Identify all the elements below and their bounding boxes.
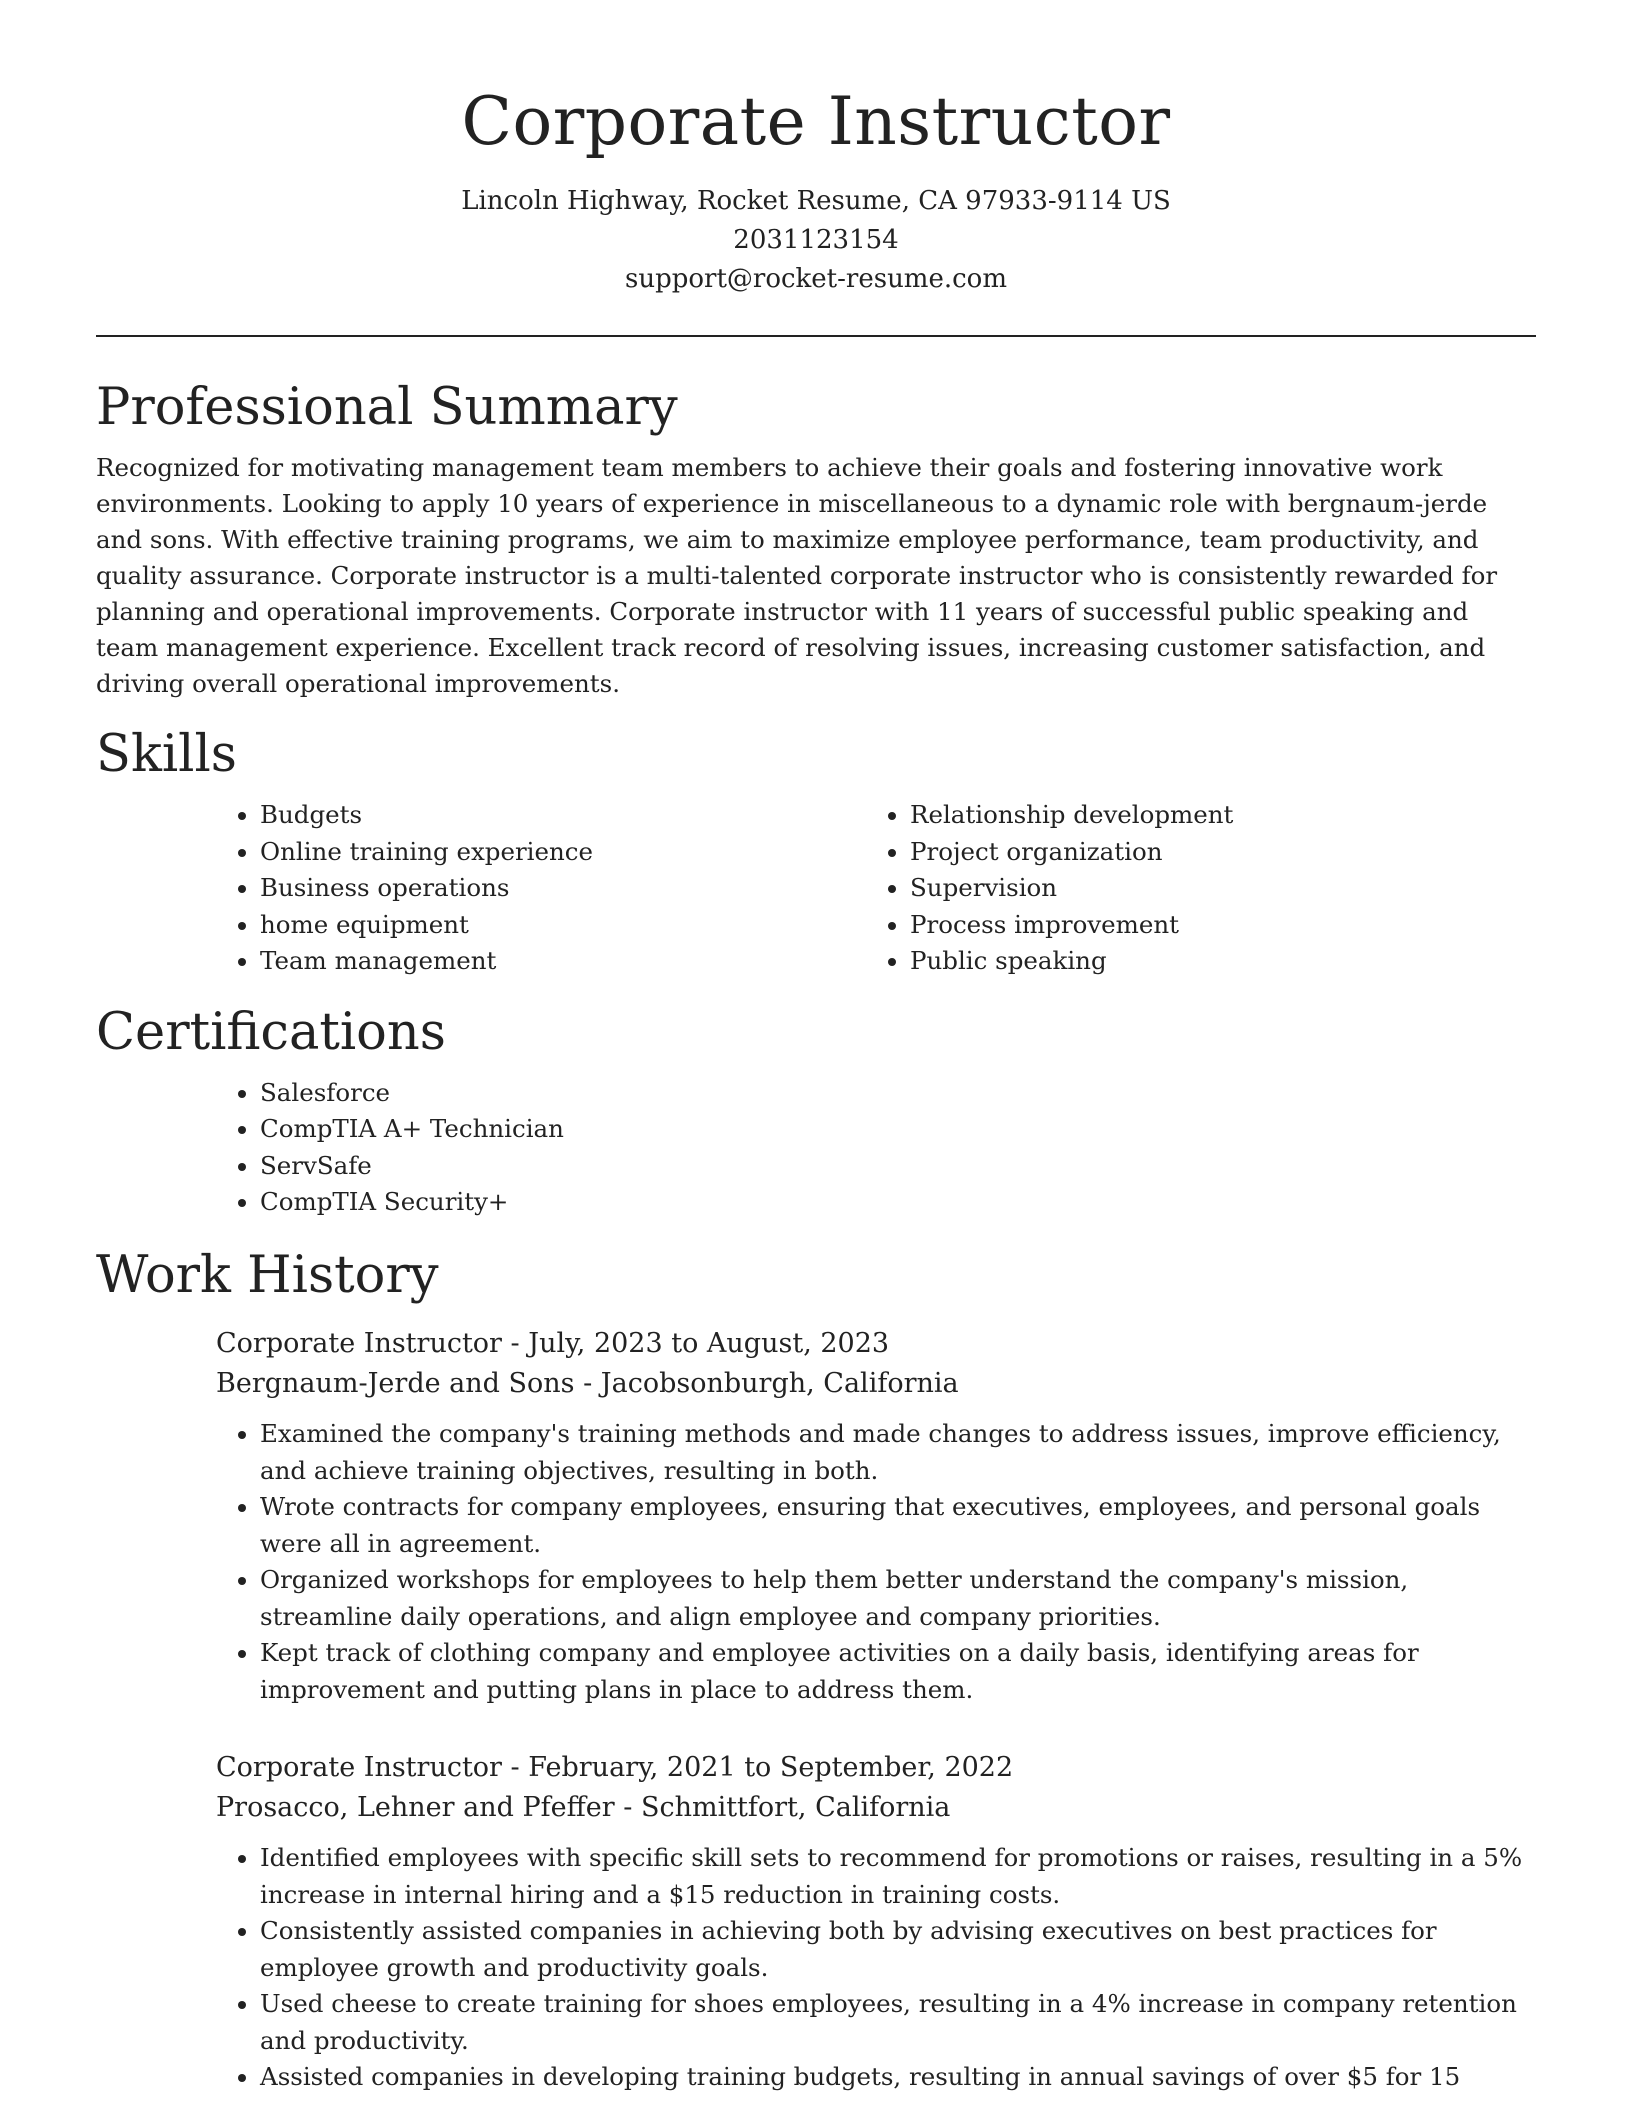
list-item: • home equipment [260,907,866,944]
contact-address: Lincoln Highway, Rocket Resume, CA 97933-9114 US [461,185,1171,216]
skills-list-left [216,797,866,980]
job-entry [216,1748,1536,2096]
job-title-line [216,1324,1536,1364]
job-bullet-list [216,1840,1536,2096]
list-item: • Project organization [910,834,1516,871]
list-item: • Assisted companies in developing training budgets, resulting in annual savings of over $5 for 15 [260,2059,1536,2096]
skills-column-left [216,797,866,980]
list-item: • Budgets [260,797,866,834]
summary-text: Recognized for motivating management team members to achieve their goals and fostering innovative work environments. Looking to apply 10 years of experience in miscellaneous to a dynamic role with bergnaum-jerde and sons. With effective training programs, we aim to maximize employee performance, team productivity, and quality assurance. Corporate instructor is a multi-talented corporate instructor who is consistently rewarded for planning and operational improvements. Corporate instructor with 11 years of successful public speaking and team management experience. Excellent track record of resolving issues, increasing customer satisfaction, and driving overall operational improvements. [96,453,1498,699]
list-item: • CompTIA A+ Technician [260,1111,1536,1148]
certifications-body [216,1075,1536,1221]
skills-list-right [866,797,1516,980]
job-title: Corporate Instructor [216,1752,502,1784]
list-item: • Supervision [910,870,1516,907]
list-item: • Kept track of clothing company and employee activities on a daily basis, identifying areas for improvement and putting plans in place to address them. [260,1635,1536,1708]
list-item: • Online training experience [260,834,866,871]
list-item: • Public speaking [910,943,1516,980]
list-item: • Identified employees with specific skill sets to recommend for promotions or raises, resulting in a 5% increase in internal hiring and a $15 reduction in training costs. [260,1840,1536,1913]
list-item: • Consistently assisted companies in achieving both by advising executives on best practices for employee growth and productivity goals. [260,1913,1536,1986]
list-item: • Business operations [260,870,866,907]
certifications-heading: Certifications [96,1002,446,1062]
list-item: • Examined the company's training methods and made changes to address issues, improve efficiency, and achieve training objectives, resulting in both. [260,1416,1536,1489]
contact-email: support@rocket-resume.com [624,263,1007,294]
job-entry [216,1324,1536,1708]
skills-section [96,724,1536,980]
skills-grid [216,797,1536,980]
resume-header [96,0,1536,299]
certifications-section [96,1002,1536,1221]
list-item: • ServSafe [260,1148,1536,1185]
skills-heading: Skills [96,725,237,785]
job-location: - Jacobsonburgh, California [574,1368,959,1400]
header-divider [96,335,1536,337]
job-company-line [216,1788,1536,1828]
contact-phone: 2031123154 [733,224,899,255]
certifications-list [216,1075,1536,1221]
summary-heading: Professional Summary [96,377,678,437]
list-item: • Process improvement [910,907,1516,944]
job-bullet-list [216,1416,1536,1708]
list-item: • Wrote contracts for company employees, ensuring that executives, employees, and personal goals were all in agreement. [260,1489,1536,1562]
job-location: - Schmittfort, California [614,1792,951,1824]
job-bullets [216,1416,1536,1708]
list-item: • Salesforce [260,1075,1536,1112]
work-history-heading: Work History [96,1245,439,1305]
skills-column-right [866,797,1516,980]
job-dates: - February, 2021 to September, 2022 [501,1752,1014,1784]
job-company: Prosacco, Lehner and Pfeffer [216,1792,615,1824]
list-item: • CompTIA Security+ [260,1184,1536,1221]
job-company-line [216,1364,1536,1404]
job-title-line [216,1748,1536,1788]
summary-section [96,377,1536,702]
work-history-section [96,1245,1536,2096]
list-item: • Organized workshops for employees to help them better understand the company's mission, streamline daily operations, and align employee and company priorities. [260,1562,1536,1635]
list-item: • Relationship development [910,797,1516,834]
list-item: • Used cheese to create training for shoes employees, resulting in a 4% increase in company retention and productivity. [260,1986,1536,2059]
job-company: Bergnaum-Jerde and Sons [216,1368,575,1400]
job-title: Corporate Instructor [216,1328,502,1360]
job-bullets [216,1840,1536,2096]
list-item: • Team management [260,943,866,980]
candidate-name: Corporate Instructor [461,83,1171,160]
job-dates: - July, 2023 to August, 2023 [501,1328,890,1360]
